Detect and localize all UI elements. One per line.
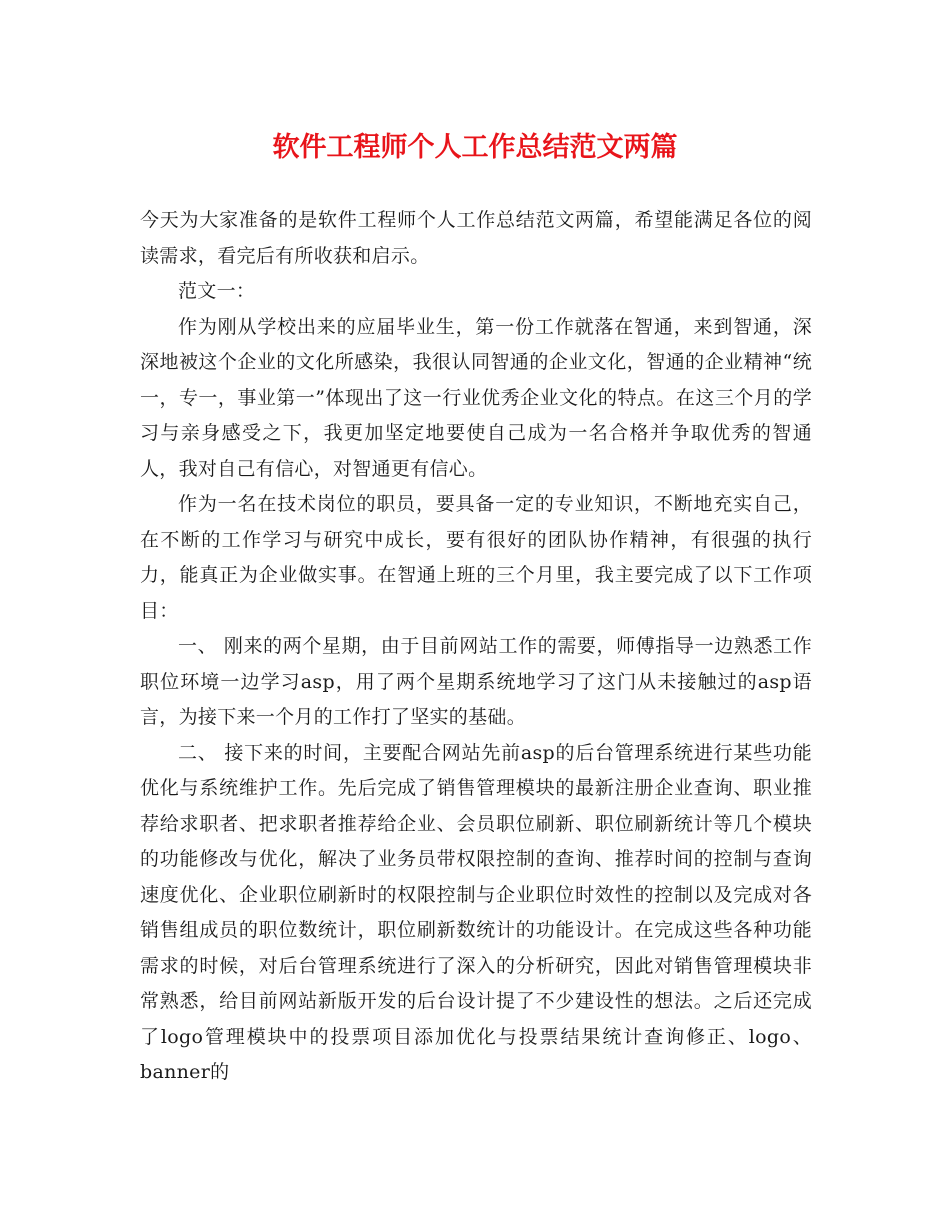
body-paragraph: 作为一名在技术岗位的职员，要具备一定的专业知识，不断地充实自己，在不断的工作学习与研究中成长，要有很好的团队协作精神，有很强的执行力，能真正为企业做实事。在智通上班的三个月里，我主要完成了以下工作项目： [140,493,812,622]
intro-paragraph: 今天为大家准备的是软件工程师个人工作总结范文两篇，希望能满足各位的阅读需求，看完后有所收获和启示。 [140,209,812,267]
body-paragraph: 作为刚从学校出来的应届毕业生，第一份工作就落在智通，来到智通，深深地被这个企业的文化所感染，我很认同智通的企业文化，智通的企业精神“统一，专一，事业第一”体现出了这一行业优秀企业文化的特点。在这三个月的学习与亲身感受之下，我更加坚定地要使自己成为一名合格并争取优秀的智通人，我对自己有信心，对智通更有信心。 [140,315,812,480]
document-body [140,203,812,1091]
list-paragraph-1: 一、 刚来的两个星期，由于目前网站工作的需要，师傅指导一边熟悉工作职位环境一边学习asp，用了两个星期系统地学习了这门从未接触过的asp语言，为接下来一个月的工作打了坚实的基础。 [140,635,812,728]
list-paragraph-2: 二、 接下来的时间，主要配合网站先前asp的后台管理系统进行某些功能优化与系统维护工作。先后完成了销售管理模块的最新注册企业查询、职业推荐给求职者、把求职者推荐给企业、会员职位刷新、职位刷新统计等几个模块的功能修改与优化，解决了业务员带权限控制的查询、推荐时间的控制与查询速度优化、企业职位刷新时的权限控制与企业职位时效性的控制以及完成对各销售组成员的职位数统计，职位刷新数统计的功能设计。在完成这些各种功能需求的时候，对后台管理系统进行了深入的分析研究，因此对销售管理模块非常熟悉，给目前网站新版开发的后台设计提了不少建设性的想法。之后还完成了logo管理模块中的投票项目添加优化与投票结果统计查询修正、logo、banner的 [140,741,812,1083]
document-title: 软件工程师个人工作总结范文两篇 [272,132,678,163]
section-heading: 范文一： [178,280,256,302]
